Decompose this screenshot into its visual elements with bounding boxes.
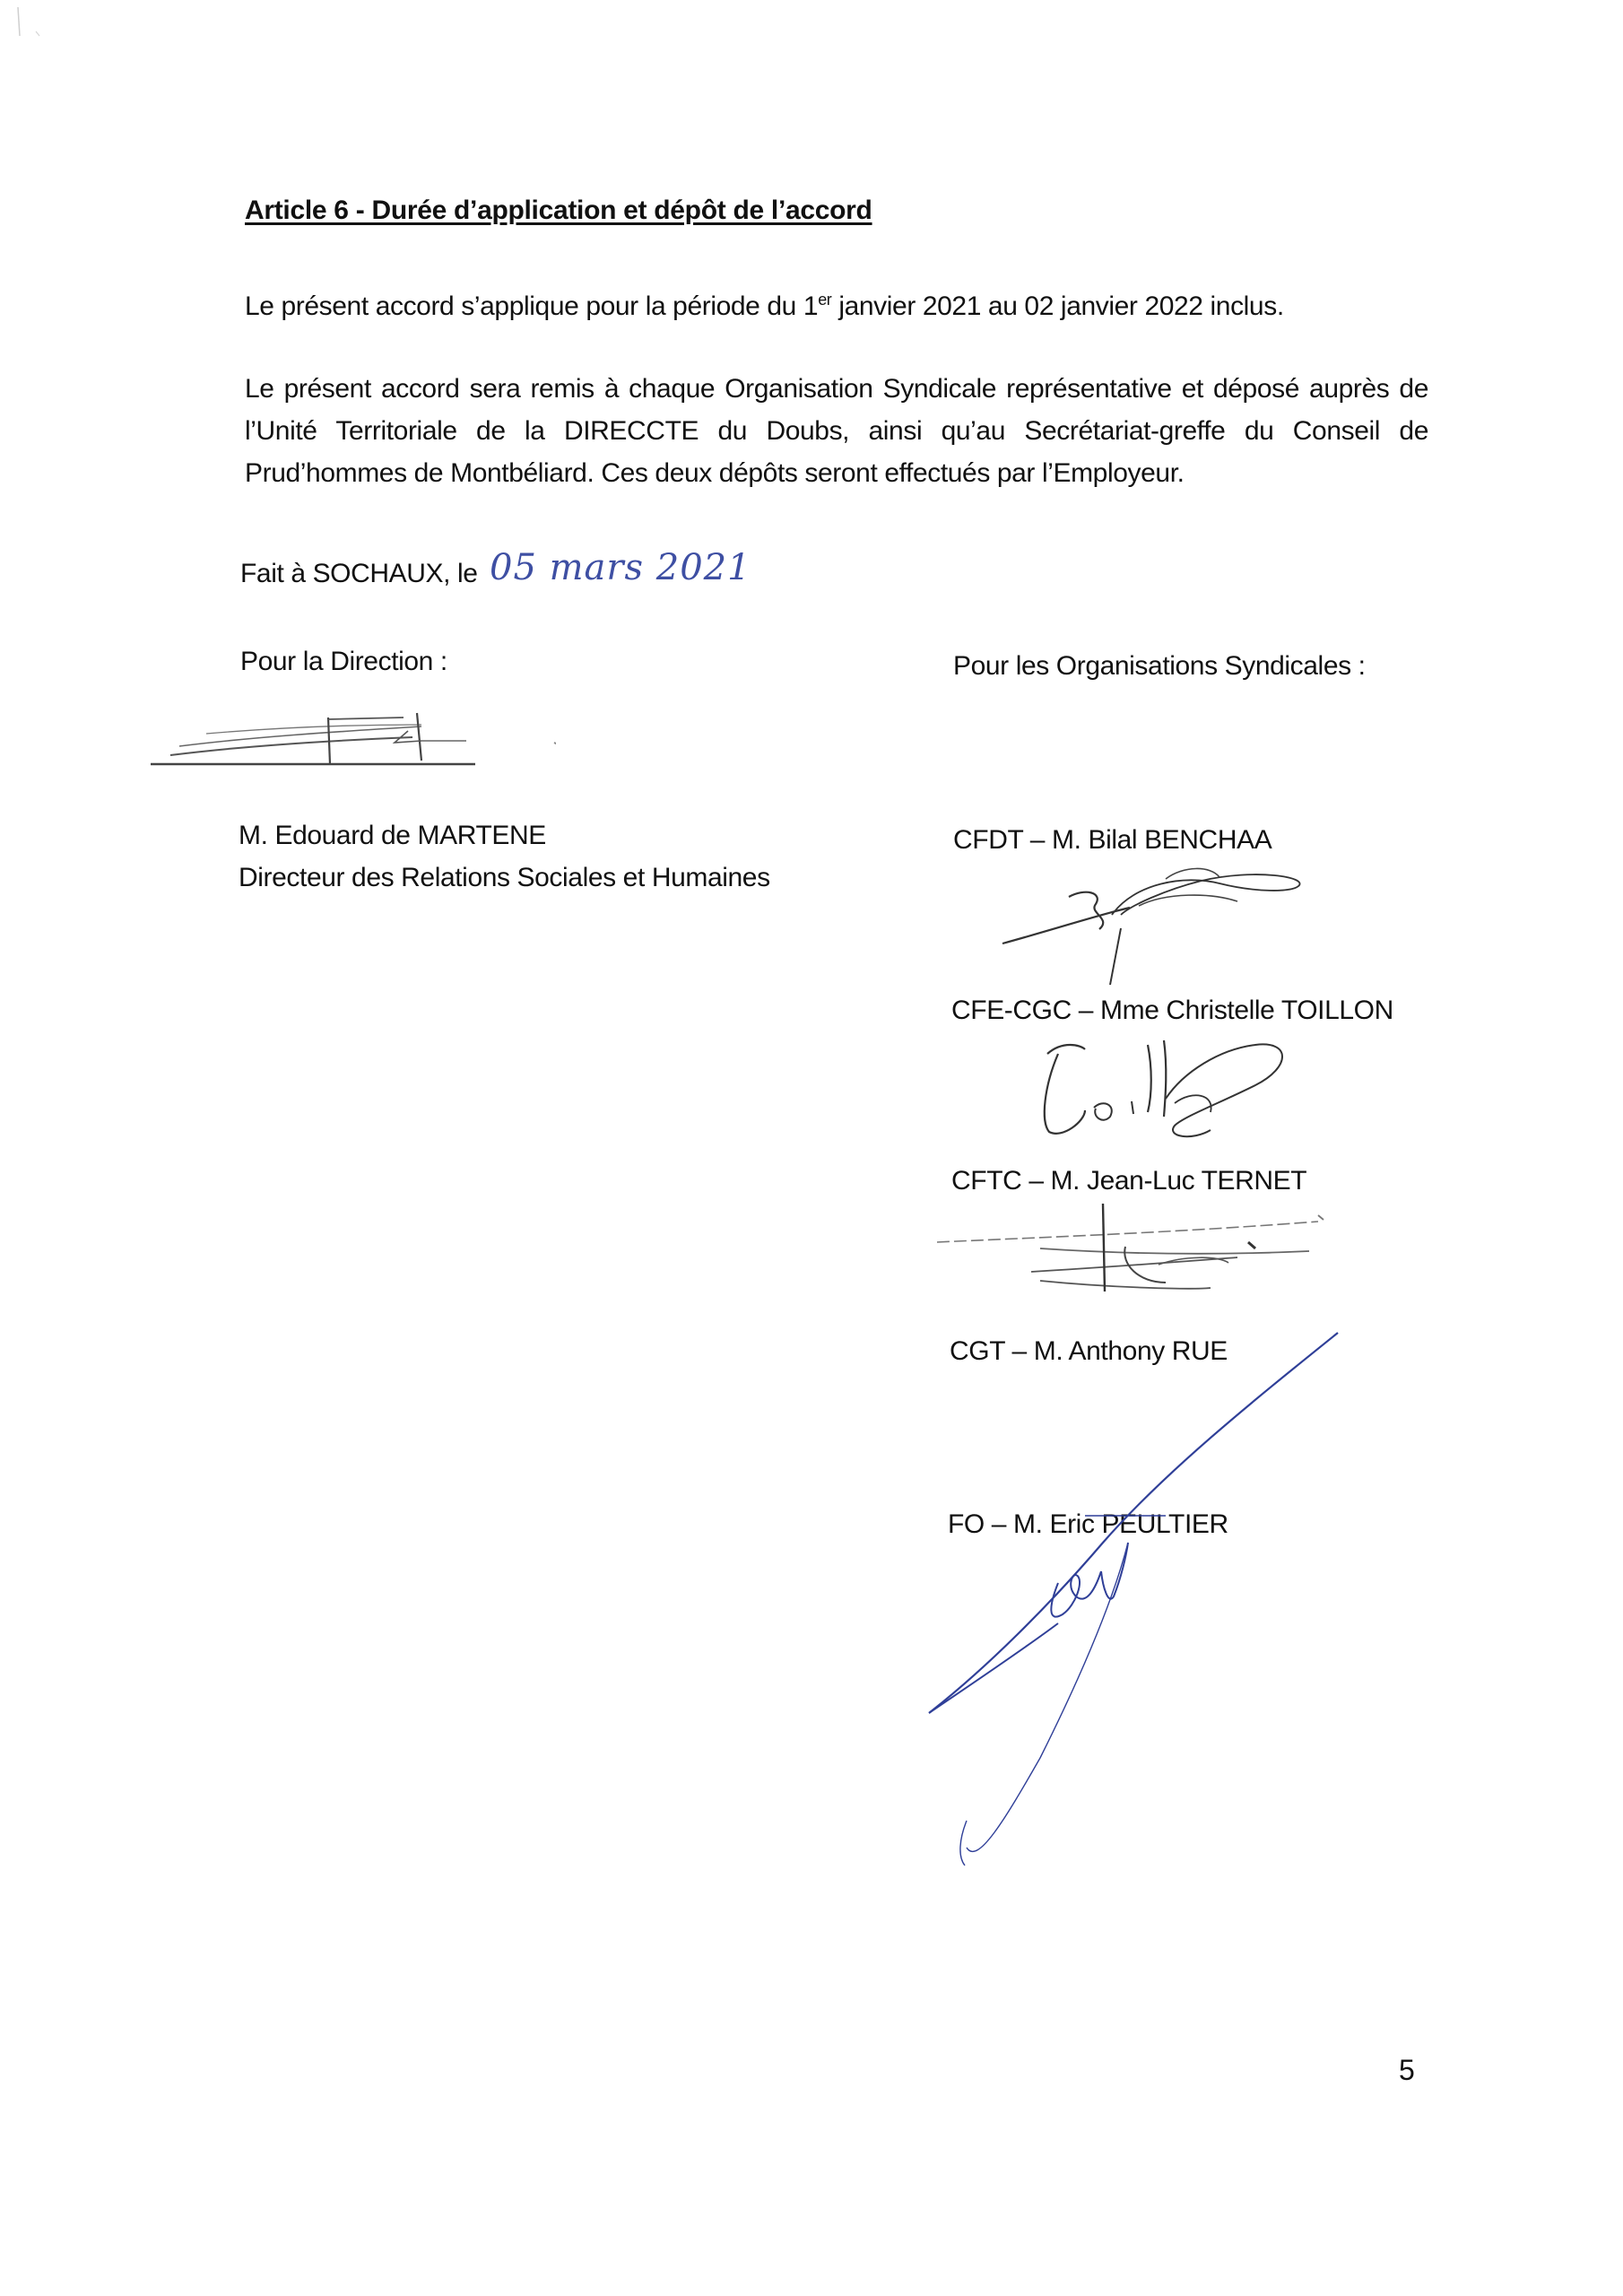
union-cfe-cgc: CFE-CGC – Mme Christelle TOILLON <box>951 996 1393 1025</box>
place-line: Fait à SOCHAUX, le <box>240 559 478 588</box>
union-cfdt: CFDT – M. Bilal BENCHAA <box>953 825 1272 855</box>
ordinal-suffix: er <box>818 291 832 309</box>
deposit-paragraph: Le présent accord sera remis à chaque Organisation Syndicale représentative et déposé auprès de l’Unité Territoriale de la DIRECCTE du Doubs, ainsi qu’au Secrétariat-greffe du Conseil de Prud’hommes de Montbéliard. Ces deux dépôts seront effectués par l’Employeur. <box>245 374 1428 488</box>
director-title: Directeur des Relations Sociales et Humaines <box>239 863 770 892</box>
handwritten-date: 05 mars 2021 <box>490 547 751 588</box>
union-fo: FO – M. Eric PEULTIER <box>948 1509 1228 1539</box>
unions-label: Pour les Organisations Syndicales : <box>953 651 1366 681</box>
period-text-start: Le présent accord s’applique pour la période du 1 <box>245 291 819 321</box>
period-text-end: janvier 2021 au 02 janvier 2022 inclus. <box>831 291 1284 321</box>
union-cgt: CGT – M. Anthony RUE <box>950 1336 1228 1366</box>
director-name: M. Edouard de MARTENE <box>239 821 546 850</box>
article-heading: Article 6 - Durée d’application et dépôt de l’accord <box>245 196 872 225</box>
direction-label: Pour la Direction : <box>240 647 447 676</box>
union-cftc: CFTC – M. Jean-Luc TERNET <box>951 1166 1307 1196</box>
page-number: 5 <box>1399 2054 1415 2086</box>
